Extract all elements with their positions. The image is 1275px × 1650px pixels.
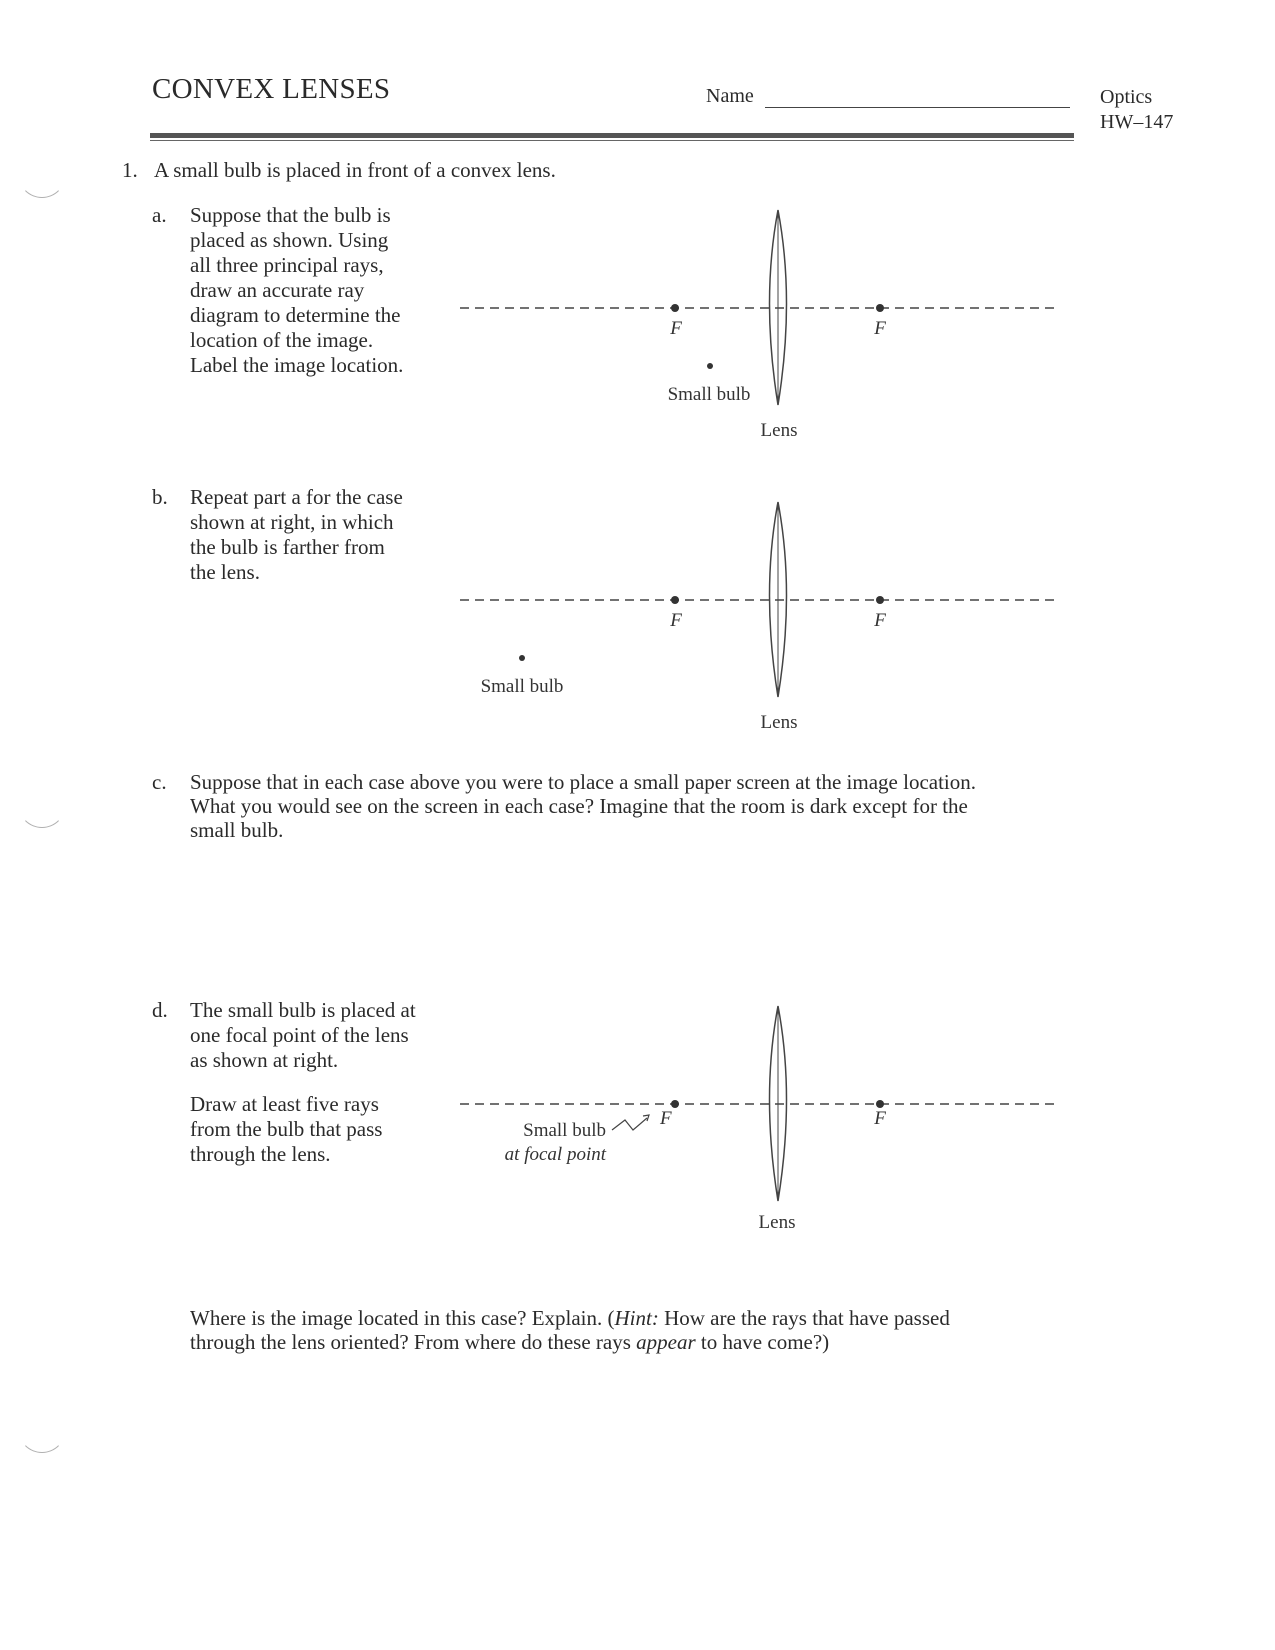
- part-d-label: d.: [152, 998, 168, 1022]
- ray-diagram-a[interactable]: [455, 200, 1075, 460]
- hole-punch-mark: [18, 150, 66, 198]
- name-label: Name: [706, 85, 754, 107]
- text-line: draw an accurate ray: [190, 278, 365, 302]
- lens-label: Lens: [760, 420, 798, 441]
- text-line: Draw at least five rays: [190, 1092, 379, 1116]
- focal-point-left: [671, 304, 679, 312]
- text-line: [190, 1330, 950, 1354]
- question-number: 1.: [122, 158, 138, 182]
- text-line: small bulb.: [190, 818, 284, 842]
- bulb-dot-icon: [519, 655, 525, 661]
- focal-point-right: [876, 1100, 884, 1108]
- text-line: What you would see on the screen in each case? Imagine that the room is dark except for the: [190, 794, 968, 818]
- header-rule: [150, 133, 1074, 138]
- text-line: all three principal rays,: [190, 253, 384, 277]
- hole-punch-mark: [18, 780, 66, 828]
- question-text: A small bulb is placed in front of a convex lens.: [154, 158, 556, 182]
- page-title: CONVEX LENSES: [152, 73, 391, 105]
- part-b-label: b.: [152, 485, 168, 509]
- emphasis-word: appear: [636, 1330, 696, 1354]
- text-line: Label the image location.: [190, 353, 404, 377]
- part-d-instruction: [190, 1092, 382, 1167]
- assignment-code: HW–147: [1100, 111, 1174, 133]
- text-line: [190, 1306, 950, 1330]
- squiggle-arrow-icon: [612, 1118, 647, 1130]
- text-line: the lens.: [190, 560, 260, 584]
- focal-point-left: [671, 596, 679, 604]
- text-line: Suppose that the bulb is: [190, 203, 391, 227]
- focal-point-right: [876, 596, 884, 604]
- part-d-text: [190, 998, 416, 1073]
- text-line: The small bulb is placed at: [190, 998, 416, 1022]
- text-line: one focal point of the lens: [190, 1023, 409, 1047]
- question-segment: Where is the image located in this case? Explain. (: [190, 1306, 615, 1330]
- text-line: location of the image.: [190, 328, 374, 352]
- name-input-line[interactable]: [765, 107, 1070, 108]
- lens-label: Lens: [760, 712, 798, 733]
- focal-label-right: F: [874, 318, 886, 339]
- part-d-question: [190, 1306, 950, 1354]
- text-line: from the bulb that pass: [190, 1117, 383, 1141]
- course-name: Optics: [1100, 86, 1153, 108]
- part-a-text: [190, 203, 403, 378]
- text-line: the bulb is farther from: [190, 535, 385, 559]
- question-segment: How are the rays that have passed: [658, 1306, 950, 1330]
- bulb-label: Small bulb: [523, 1120, 606, 1141]
- focal-point-right: [876, 304, 884, 312]
- focal-label-left: F: [670, 610, 682, 631]
- ray-diagram-b[interactable]: [455, 492, 1075, 752]
- hint-label: Hint:: [614, 1306, 659, 1330]
- focal-point-left: [671, 1100, 679, 1108]
- text-line: shown at right, in which: [190, 510, 394, 534]
- part-a-label: a.: [152, 203, 167, 227]
- lens-label: Lens: [758, 1212, 796, 1233]
- text-line: as shown at right.: [190, 1048, 339, 1072]
- question-segment: through the lens oriented? From where do these rays: [190, 1330, 637, 1354]
- focal-label-right: F: [874, 610, 886, 631]
- header-rule-thin: [150, 140, 1074, 141]
- bulb-dot-icon: [707, 363, 713, 369]
- question-segment: to have come?): [695, 1330, 830, 1354]
- part-c-text: [190, 770, 976, 842]
- bulb-sublabel: at focal point: [504, 1144, 606, 1165]
- focal-label-left: F: [660, 1108, 672, 1129]
- part-b-text: [190, 485, 403, 585]
- text-line: Suppose that in each case above you were to place a small paper screen at the image location.: [190, 770, 977, 794]
- ray-diagram-d[interactable]: [455, 996, 1075, 1256]
- text-line: through the lens.: [190, 1142, 331, 1166]
- focal-label-right: F: [874, 1108, 886, 1129]
- text-line: Repeat part a for the case: [190, 485, 403, 509]
- text-line: diagram to determine the: [190, 303, 401, 327]
- focal-label-left: F: [670, 318, 682, 339]
- hole-punch-mark: [18, 1405, 66, 1453]
- bulb-label: Small bulb: [480, 676, 564, 697]
- part-c-label: c.: [152, 770, 167, 794]
- text-line: placed as shown. Using: [190, 228, 389, 252]
- course-info: [1100, 85, 1173, 135]
- bulb-label: Small bulb: [667, 384, 751, 405]
